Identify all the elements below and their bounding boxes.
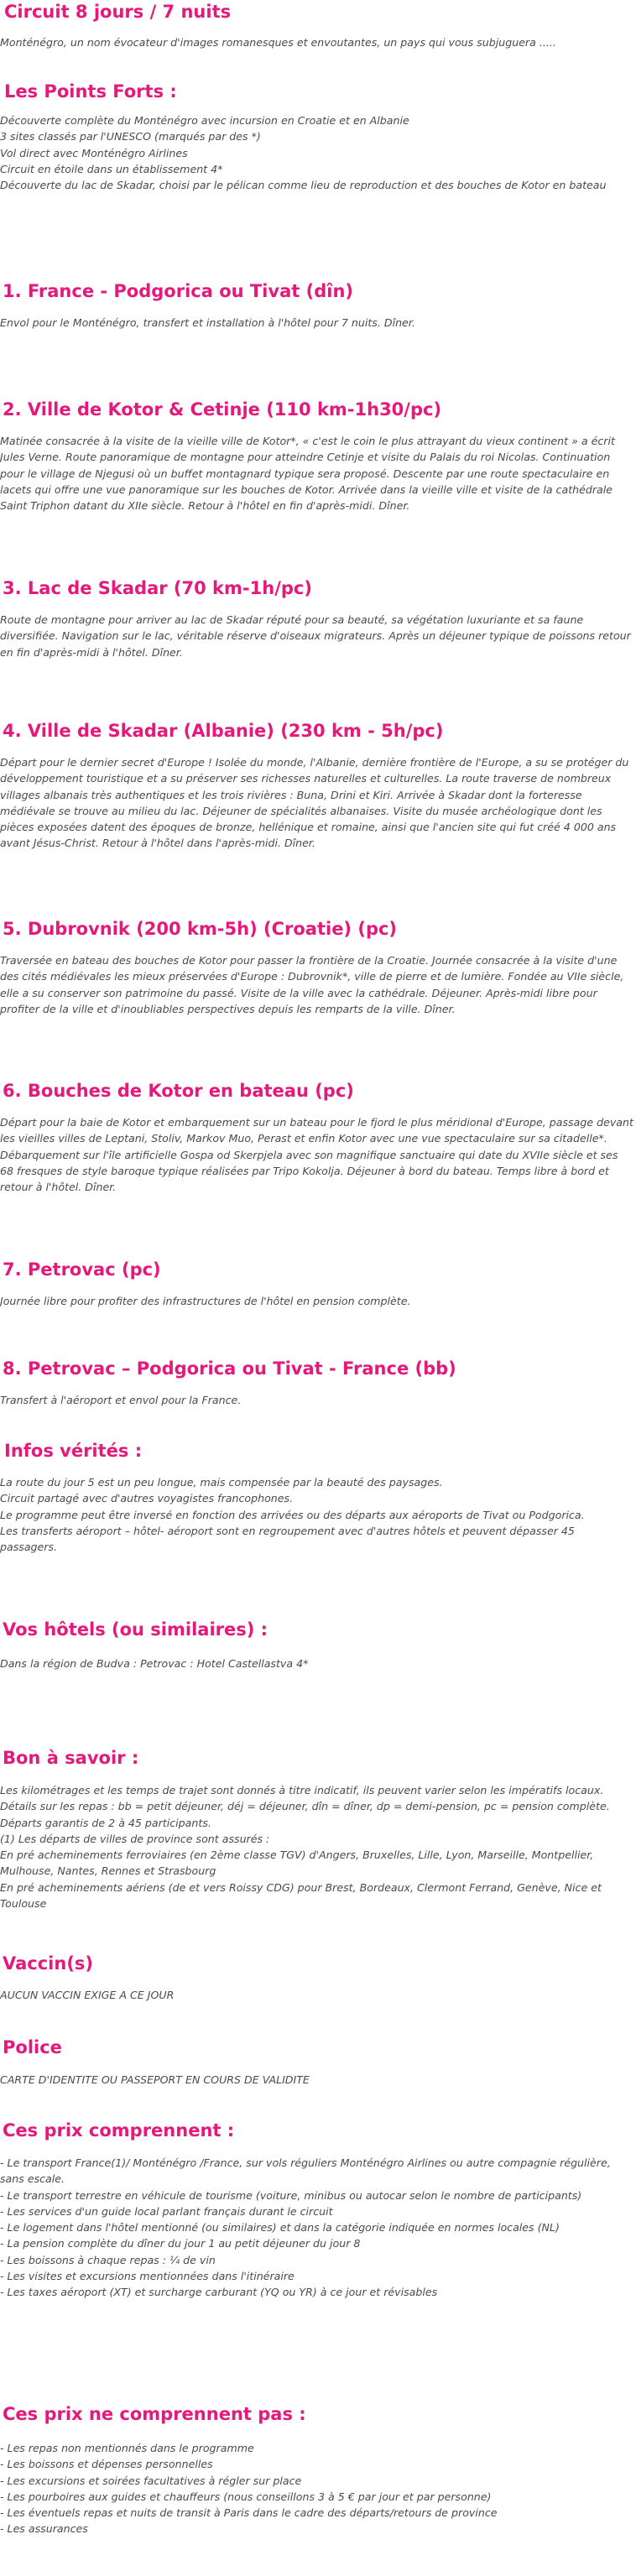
day-7-title: 7. Petrovac (pc) xyxy=(3,1259,161,1280)
list-item: Départs garantis de 2 à 45 participants. xyxy=(0,1816,211,1829)
ne-comprennent-title: Ces prix ne comprennent pas : xyxy=(3,2404,306,2424)
comprennent-title: Ces prix comprennent : xyxy=(3,2120,235,2141)
list-item: Le programme peut être inversé en fonction des arrivées ou des départs aux aéroports de Tivat ou Podgorica. xyxy=(0,1508,585,1521)
bon-a-savoir-title: Bon à savoir : xyxy=(3,1748,139,1768)
points-forts-title: Les Points Forts : xyxy=(4,81,177,102)
list-item: (1) Les départs de villes de province sont assurés : xyxy=(0,1832,270,1845)
day-3-text: Route de montagne pour arriver au lac de Skadar réputé pour sa beauté, sa végétation luxuriante et sa faune diversifiée. Navigation sur le lac, véritable réserve d'oiseaux migrateurs. Après un déjeuner typique de poissons retour en fin d'après-midi à l'hôtel. Dîner. xyxy=(0,613,631,659)
list-item: - Les assurances xyxy=(0,2522,88,2536)
hotels-title: Vos hôtels (ou similaires) : xyxy=(3,1619,268,1640)
ne-comprennent-list xyxy=(0,2440,633,2537)
list-item: - Les visites et excursions mentionnées dans l'itinéraire xyxy=(0,2270,295,2283)
bon-a-savoir-list xyxy=(0,1782,633,1911)
list-item: - Les éventuels repas et nuits de transit à Paris dans le cadre des départs/retours de province xyxy=(0,2506,498,2520)
list-item: - Les excursions et soirées facultatives à régler sur place xyxy=(0,2474,302,2487)
list-item: Découverte du lac de Skadar, choisi par le pélican comme lieu de reproduction et des bouches de Kotor en bateau xyxy=(0,179,607,192)
day-4-title: 4. Ville de Skadar (Albanie) (230 km - 5h/pc) xyxy=(3,721,444,741)
list-item: - Les boissons et dépenses personnelles xyxy=(0,2458,213,2471)
day-6-title: 6. Bouches de Kotor en bateau (pc) xyxy=(3,1081,354,1101)
infos-title: Infos vérités : xyxy=(4,1441,143,1461)
day-6-text: Départ pour la baie de Kotor et embarquement sur un bateau pour le fjord le plus méridional d'Europe, passage devant les vieilles villes de Leptani, Stoliv, Markov Muo, Perast et enfin Kotor avec une vue spectaculaire sur sa citadelle*. Débarquement sur l'île artificielle Gospa od Skerpjela avec son magnifique sanctuaire qui date du XVIIe siècle et ses 68 fresques de style baroque typique réalisées par Tripo Kokolja. Déjeuner à bord du bateau. Temps libre à bord et retour à l'hôtel. Dîner. xyxy=(0,1116,633,1194)
list-item: 3 sites classés par l'UNESCO (marqués par des *) xyxy=(0,130,261,143)
page-title: Circuit 8 jours / 7 nuits xyxy=(4,2,232,22)
list-item: En pré acheminements ferroviaires (en 2ème classe TGV) d'Angers, Bruxelles, Lille, Lyon, Marseille, Montpellier, Mulhouse, Nantes, Rennes et Strasbourg xyxy=(0,1849,594,1878)
list-item: - Les services d'un guide local parlant français durant le circuit xyxy=(0,2204,333,2218)
list-item: - Les boissons à chaque repas : ¼ de vin xyxy=(0,2253,216,2266)
hotels-text: Dans la région de Budva : Petrovac : Hotel Castellastva 4* xyxy=(0,1657,309,1670)
list-item: - Le transport terrestre en véhicule de tourisme (voiture, minibus ou autocar selon le nombre de participants) xyxy=(0,2188,582,2202)
day-8-text: Transfert à l'aéroport et envol pour la France. xyxy=(0,1394,242,1406)
points-forts-list xyxy=(0,112,633,193)
day-4-text: Départ pour le dernier secret d'Europe ! Isolée du monde, l'Albanie, dernière frontière de l'Europe, a su se protéger du développement touristique et a su préserver ses richesses naturelles et culturelles. La route traverse de nombreux villages albanais très authentiques et les trois rivières : Buna, Drini et Kiri. Arrivée à Skadar dont la forteresse médiévale se trouve au milieu du lac. Déjeuner de spécialités albanaises. Visite du musée archéologique dont les pièces exposées datent des époques de bronze, hellénique et romaine, ainsi que l'ancien site qui fut créé 4 000 ans avant Jésus-Christ. Retour à l'hôtel dans l'après-midi. Dîner. xyxy=(0,756,629,850)
list-item: - Les repas non mentionnés dans le programme xyxy=(0,2442,254,2454)
list-item: - Le logement dans l'hôtel mentionné (ou similaires) et dans la catégorie indiquée en normes locales (NL) xyxy=(0,2221,560,2234)
list-item: Vol direct avec Monténégro Airlines xyxy=(0,146,188,159)
police-title: Police xyxy=(3,2037,62,2057)
list-item: Les kilométrages et les temps de trajet sont donnés à titre indicatif, ils peuvent varier selon les impératifs locaux. xyxy=(0,1784,604,1796)
day-5-text: Traversée en bateau des bouches de Kotor pour passer la frontière de la Croatie. Journée consacrée à la visite d'une des cités médiévales les mieux préservées d'Europe : Dubrovnik*, ville de pierre et de lumière. Fondée au VIIe siècle, elle a su conserver son patrimoine du passé. Visite de la ville avec la cathédrale. Déjeuner. Après-midi libre pour profiter de la ville et d'inoubliables perspectives depuis les remparts de la ville. Dîner. xyxy=(0,954,624,1015)
comprennent-list xyxy=(0,2155,633,2301)
list-item: - Le transport France(1)/ Monténégro /France, sur vols réguliers Monténégro Airlines ou autre compagnie régulière, sans escale. xyxy=(0,2156,611,2186)
vaccin-text: AUCUN VACCIN EXIGE A CE JOUR xyxy=(0,1989,175,2001)
list-item: Découverte complète du Monténégro avec incursion en Croatie et en Albanie xyxy=(0,114,409,127)
day-3-title: 3. Lac de Skadar (70 km-1h/pc) xyxy=(3,578,312,598)
list-item: Circuit en étoile dans un établissement 4* xyxy=(0,162,223,175)
list-item: En pré acheminements aériens (de et vers Roissy CDG) pour Brest, Bordeaux, Clermont Ferrand, Genève, Nice et Toulouse xyxy=(0,1880,602,1911)
police-text: CARTE D'IDENTITE OU PASSEPORT EN COURS DE VALIDITE xyxy=(0,2073,310,2086)
day-7-text: Journée libre pour profiter des infrastructures de l'hôtel en pension complète. xyxy=(0,1295,411,1307)
day-1-title: 1. France - Podgorica ou Tivat (dîn) xyxy=(3,281,354,301)
list-item: Détails sur les repas : bb = petit déjeuner, déj = déjeuner, dîn = dîner, dp = demi-pension, pc = pension complète. xyxy=(0,1800,610,1813)
list-item: - Les pourboires aux guides et chauffeurs (nous conseillons 3 à 5 € par jour et par personne) xyxy=(0,2490,492,2503)
vaccin-title: Vaccin(s) xyxy=(3,1953,94,1974)
day-1-text: Envol pour le Monténégro, transfert et installation à l'hôtel pour 7 nuits. Dîner. xyxy=(0,316,415,329)
list-item: Circuit partagé avec d'autres voyagistes francophones. xyxy=(0,1492,294,1505)
day-2-title: 2. Ville de Kotor & Cetinje (110 km-1h30/pc) xyxy=(3,399,442,420)
list-item: La route du jour 5 est un peu longue, mais compensée par la beauté des paysages. xyxy=(0,1476,443,1489)
day-8-title: 8. Petrovac – Podgorica ou Tivat - France (bb) xyxy=(3,1358,456,1379)
list-item: - Les taxes aéroport (XT) et surcharge carburant (YQ ou YR) à ce jour et révisables xyxy=(0,2286,438,2299)
list-item: Les transferts aéroport – hôtel- aéroport sont en regroupement avec d'autres hôtels et peuvent dépasser 45 passagers. xyxy=(0,1524,575,1554)
intro-text: Monténégro, un nom évocateur d'images romanesques et envoutantes, un pays qui vous subjuguera ..... xyxy=(0,36,556,49)
day-2-text: Matinée consacrée à la visite de la vieille ville de Kotor*, « c'est le coin le plus attrayant du vieux continent » a écrit Jules Verne. Route panoramique de montagne pour atteindre Cetinje et visite du Palais du roi Nicolas. Continuation pour le village de Njegusi où un buffet montagnard typique sera proposé. Descente par une route spectaculaire en lacets qui offre une vue panoramique sur les bouches de Kotor. Arrivée dans la vieille ville et visite de la cathédrale Saint Triphon datant du XIIe siècle. Retour à l'hôtel en fin d'après-midi. Dîner. xyxy=(0,435,615,513)
list-item: - La pension complète du dîner du jour 1 au petit déjeuner du jour 8 xyxy=(0,2237,361,2250)
infos-list xyxy=(0,1474,633,1555)
day-5-title: 5. Dubrovnik (200 km-5h) (Croatie) (pc) xyxy=(3,919,398,939)
